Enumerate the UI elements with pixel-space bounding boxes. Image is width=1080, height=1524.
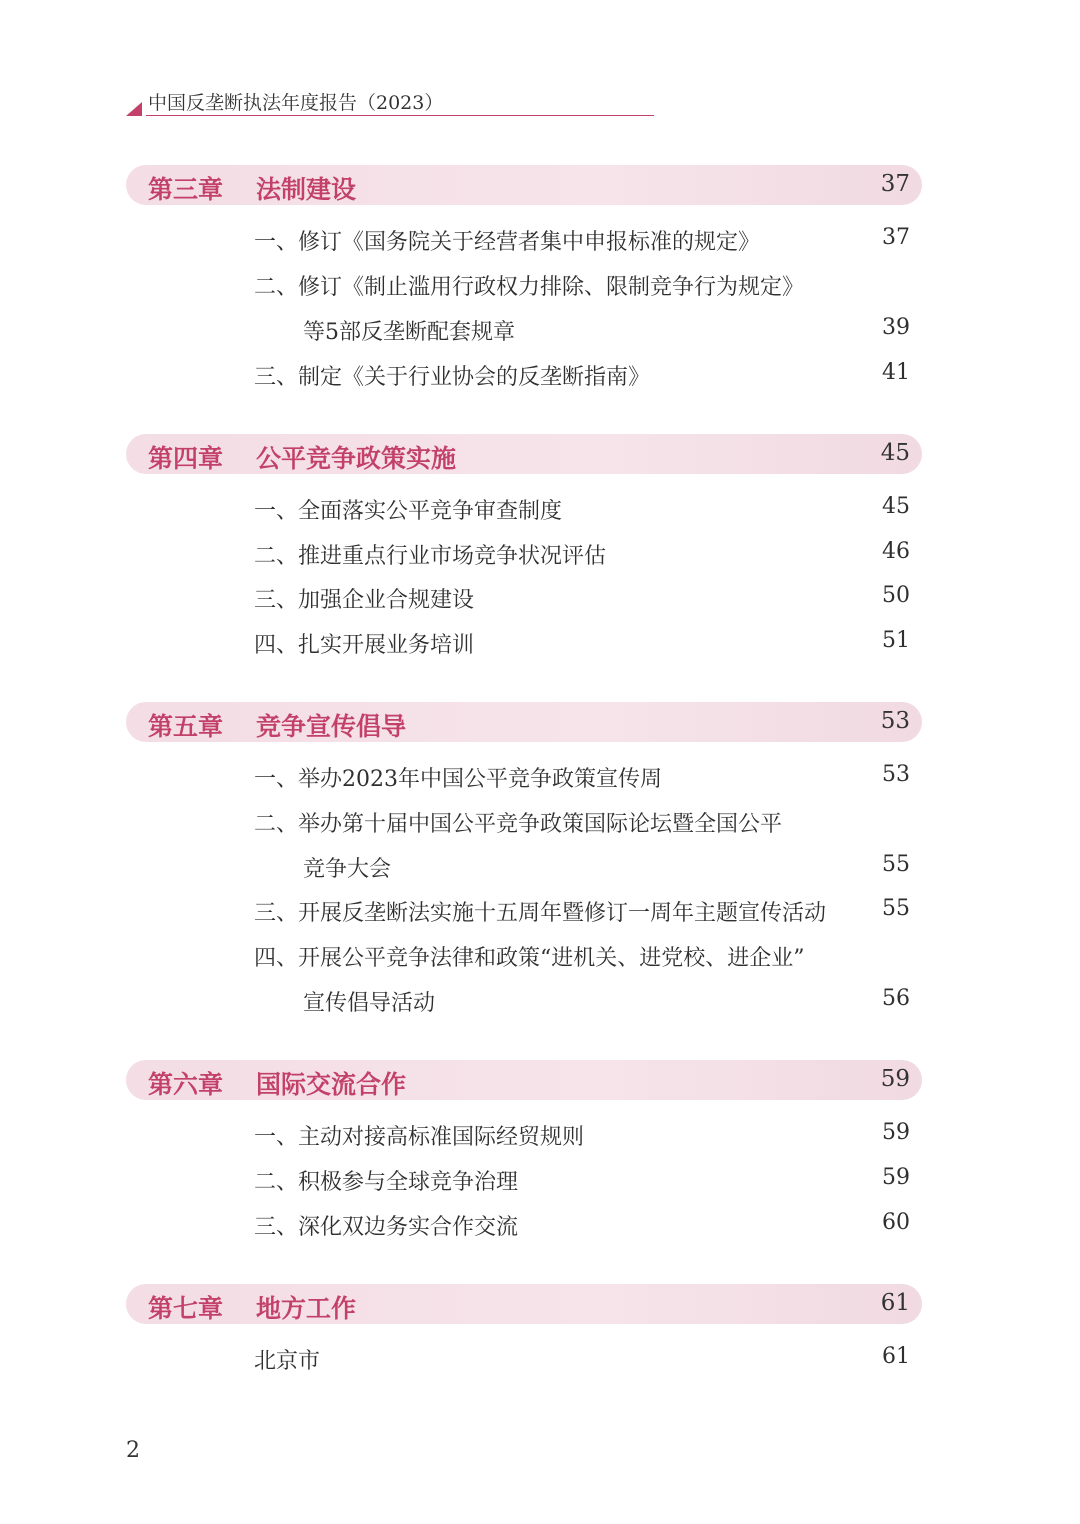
entry-page: 37 xyxy=(882,225,910,250)
entry-text: 二、修订《制止滥用行政权力排除、限制竞争行为规定》 xyxy=(254,275,805,300)
entry-page: 53 xyxy=(882,762,910,787)
entry-page: 50 xyxy=(882,583,910,608)
chapter-title: 法制建设 xyxy=(256,175,357,204)
chapter-4-heading[interactable] xyxy=(126,434,922,474)
entry-page: 60 xyxy=(882,1210,910,1235)
chapter-label: 第六章 xyxy=(148,1070,224,1099)
chapter-label: 第七章 xyxy=(148,1294,224,1323)
chapter-title: 竞争宣传倡导 xyxy=(256,712,407,741)
chapter-7-heading[interactable] xyxy=(126,1284,922,1324)
chapter-6-heading[interactable] xyxy=(126,1060,922,1100)
entry-text: 二、推进重点行业市场竞争状况评估 xyxy=(254,544,607,569)
entry-text: 三、制定《关于行业协会的反垄断指南》 xyxy=(254,365,651,390)
chapter-title: 公平竞争政策实施 xyxy=(256,444,457,473)
toc-entry[interactable] xyxy=(254,1342,910,1378)
entry-page: 39 xyxy=(882,315,910,340)
chapter-bar xyxy=(126,1060,922,1100)
chapter-page: 59 xyxy=(880,1066,910,1092)
toc-entry[interactable] xyxy=(254,1208,910,1244)
entry-text: 一、主动对接高标准国际经贸规则 xyxy=(254,1125,585,1150)
entry-text: 四、开展公平竞争法律和政策“进机关、进党校、进企业” xyxy=(254,946,805,971)
entry-page: 45 xyxy=(882,494,910,519)
entry-text: 等5部反垄断配套规章 xyxy=(303,320,515,345)
chapter-page: 45 xyxy=(880,440,910,466)
entry-text: 二、积极参与全球竞争治理 xyxy=(254,1170,519,1195)
chapter-5-heading[interactable] xyxy=(126,702,922,742)
entry-page: 55 xyxy=(882,896,910,921)
entry-page: 56 xyxy=(882,986,910,1011)
chapter-page: 53 xyxy=(880,708,910,734)
entry-page: 46 xyxy=(882,539,910,564)
chapter-bar xyxy=(126,702,922,742)
toc-entry[interactable] xyxy=(254,805,910,841)
entry-text: 三、加强企业合规建设 xyxy=(254,588,475,613)
entry-text: 北京市 xyxy=(254,1349,321,1374)
triangle-marker-icon xyxy=(126,102,142,116)
entry-text: 四、扎实开展业务培训 xyxy=(254,633,475,658)
entry-text: 三、开展反垄断法实施十五周年暨修订一周年主题宣传活动 xyxy=(254,901,827,926)
toc-entry[interactable] xyxy=(254,939,910,975)
toc-entry[interactable] xyxy=(254,894,910,930)
entry-text: 一、修订《国务院关于经营者集中申报标准的规定》 xyxy=(254,230,761,255)
chapter-bar xyxy=(126,434,922,474)
toc-entry-continuation[interactable] xyxy=(254,984,910,1020)
chapter-page: 37 xyxy=(880,171,910,197)
entry-page: 41 xyxy=(882,360,910,385)
page-number: 2 xyxy=(126,1438,140,1463)
chapter-title: 地方工作 xyxy=(256,1294,357,1323)
entry-text: 一、举办2023年中国公平竞争政策宣传周 xyxy=(254,767,662,792)
entry-text: 一、全面落实公平竞争审查制度 xyxy=(254,499,563,524)
entry-page: 59 xyxy=(882,1120,910,1145)
toc-entry-continuation[interactable] xyxy=(254,850,910,886)
entry-page: 55 xyxy=(882,852,910,877)
chapter-label: 第五章 xyxy=(148,712,224,741)
chapter-title: 国际交流合作 xyxy=(256,1070,407,1099)
entry-text: 三、深化双边务实合作交流 xyxy=(254,1215,519,1240)
toc-entry[interactable] xyxy=(254,223,910,259)
chapter-label: 第四章 xyxy=(148,444,224,473)
header-rule xyxy=(146,115,654,116)
chapter-label: 第三章 xyxy=(148,175,224,204)
toc-entry[interactable] xyxy=(254,358,910,394)
toc-entry[interactable] xyxy=(254,1118,910,1154)
entry-text: 宣传倡导活动 xyxy=(303,991,436,1016)
entry-text: 二、举办第十届中国公平竞争政策国际论坛暨全国公平 xyxy=(254,812,783,837)
running-header xyxy=(126,88,654,118)
toc-entry-continuation[interactable] xyxy=(254,313,910,349)
toc-entry[interactable] xyxy=(254,626,910,662)
entry-page: 51 xyxy=(882,628,910,653)
toc-entry[interactable] xyxy=(254,760,910,796)
toc-entry[interactable] xyxy=(254,537,910,573)
toc-entry[interactable] xyxy=(254,581,910,617)
chapter-bar xyxy=(126,1284,922,1324)
toc-entry[interactable] xyxy=(254,268,910,304)
header-title: 中国反垄断执法年度报告（2023） xyxy=(148,92,444,114)
chapter-3-heading[interactable] xyxy=(126,165,922,205)
entry-text: 竞争大会 xyxy=(303,857,392,882)
chapter-page: 61 xyxy=(880,1290,910,1316)
entry-page: 61 xyxy=(882,1344,910,1369)
toc-entry[interactable] xyxy=(254,1163,910,1199)
entry-page: 59 xyxy=(882,1165,910,1190)
toc-entry[interactable] xyxy=(254,492,910,528)
chapter-bar xyxy=(126,165,922,205)
